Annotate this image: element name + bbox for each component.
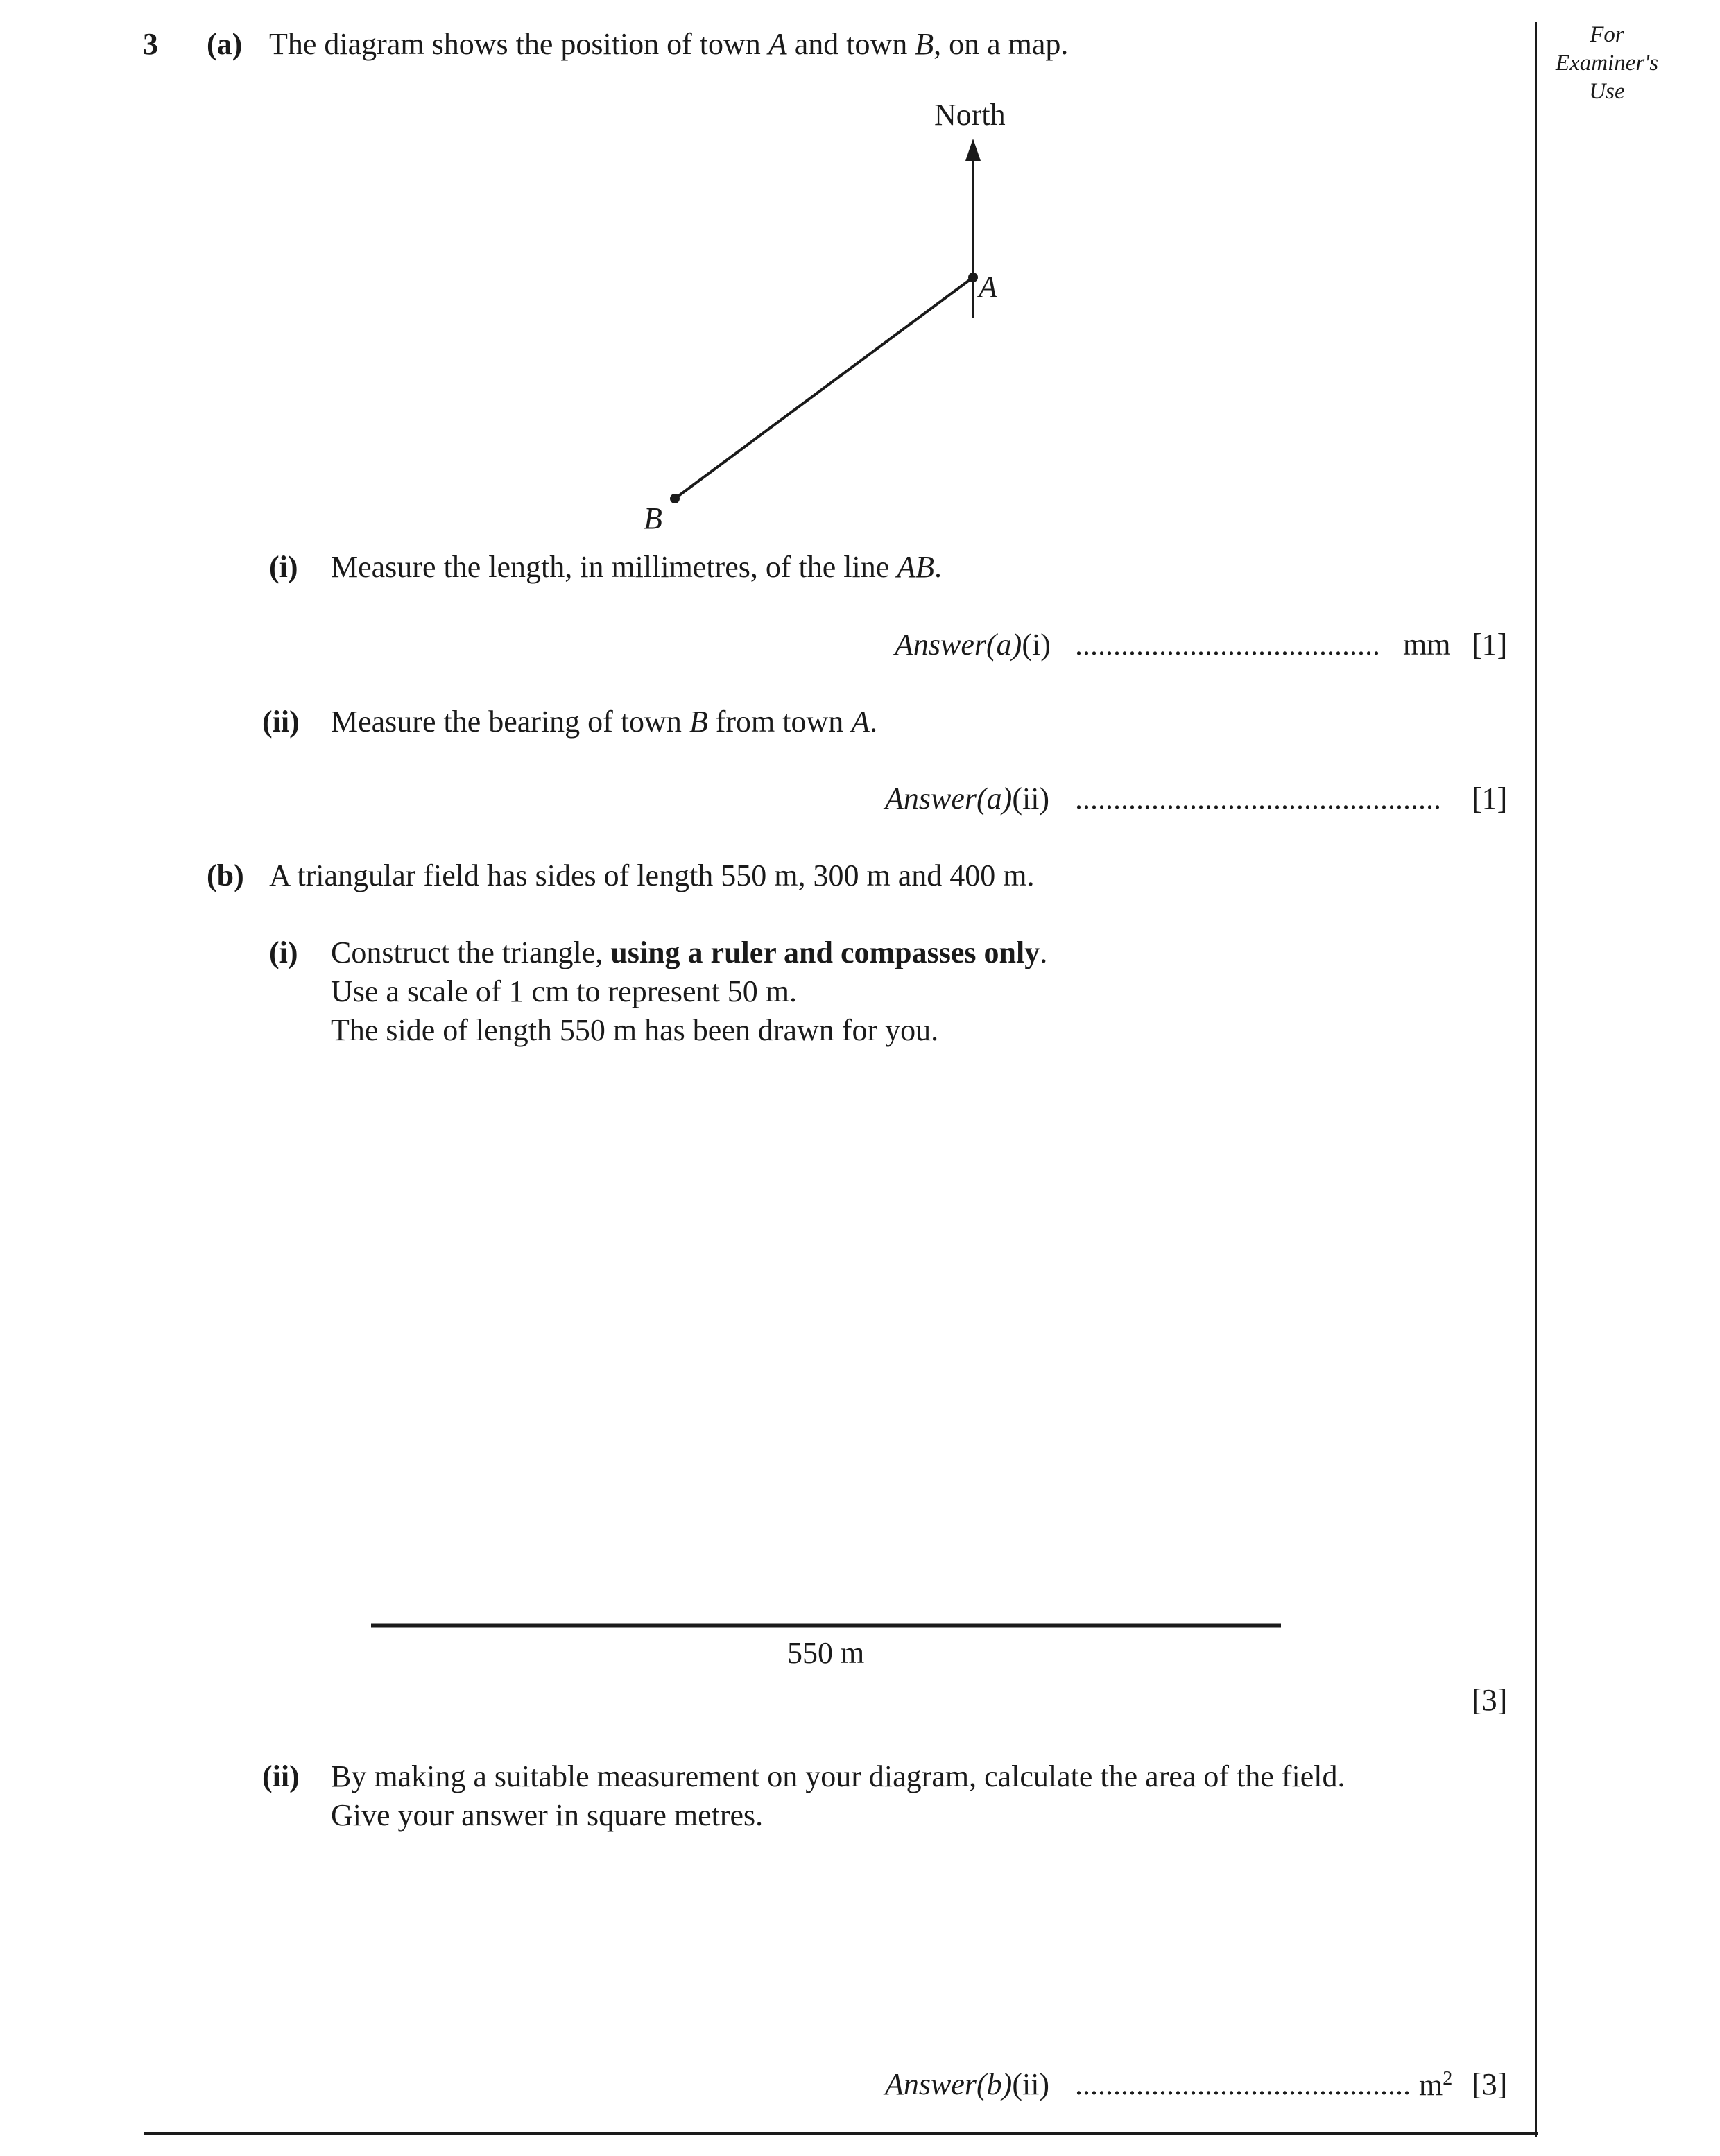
part-a-i-text: Measure the length, in millimetres, of the line AB.: [331, 550, 942, 584]
examiner-use-label: For Examiner's Use: [1555, 22, 1659, 104]
point-a-dot: [968, 273, 978, 282]
part-a-i-label: (i): [269, 550, 298, 584]
marks-b-i: [3]: [1472, 1683, 1508, 1717]
point-b-label: B: [644, 501, 662, 535]
part-b-i-label: (i): [269, 935, 298, 969]
marks-a-ii: [1]: [1472, 782, 1508, 816]
north-arrow-head: [965, 139, 981, 161]
side-550m-label: 550 m: [787, 1636, 865, 1670]
part-b-label: (b): [207, 859, 244, 892]
part-b-i-line2: Use a scale of 1 cm to represent 50 m.: [331, 974, 797, 1008]
part-b-stem: A triangular field has sides of length 550 m, 300 m and 400 m.: [269, 859, 1035, 892]
answer-a-i-row: Answer(a)(i): [895, 628, 1051, 662]
answer-b-ii-field[interactable]: ............................................: [1075, 2067, 1411, 2101]
part-b-ii-label: (ii): [262, 1759, 300, 1793]
north-label: North: [934, 98, 1006, 132]
answer-a-i-field[interactable]: ........................................: [1075, 628, 1380, 662]
question-number: 3: [143, 27, 158, 61]
page-bottom-rule: [144, 2132, 1538, 2135]
answer-a-i-unit: mm: [1403, 628, 1451, 662]
answer-b-ii-row: Answer(b)(ii): [885, 2067, 1050, 2101]
answer-b-ii-unit: $m^2$: [1419, 2068, 1453, 2103]
answer-a-ii-row: Answer(a)(ii): [885, 782, 1050, 816]
point-a-label: A: [979, 270, 997, 304]
part-a-ii-label: (ii): [262, 705, 300, 739]
marks-b-ii: [3]: [1472, 2067, 1508, 2101]
part-b-i-line3: The side of length 550 m has been drawn for you.: [331, 1013, 939, 1047]
point-b-dot: [670, 494, 680, 503]
part-b-ii-line1: By making a suitable measurement on your diagram, calculate the area of the field.: [331, 1759, 1345, 1793]
answer-a-ii-field[interactable]: ................................................: [1075, 782, 1441, 816]
line-ab: [675, 277, 973, 499]
part-b-i-line1: Construct the triangle, using a ruler and compasses only.: [331, 935, 1048, 969]
marks-a-i: [1]: [1472, 628, 1508, 662]
part-a-stem: The diagram shows the position of town A and town B, on a map.: [269, 27, 1069, 61]
part-a-label: (a): [207, 27, 243, 61]
part-b-ii-line2: Give your answer in square metres.: [331, 1798, 764, 1832]
part-a-ii-text: Measure the bearing of town B from town A.: [331, 705, 878, 739]
